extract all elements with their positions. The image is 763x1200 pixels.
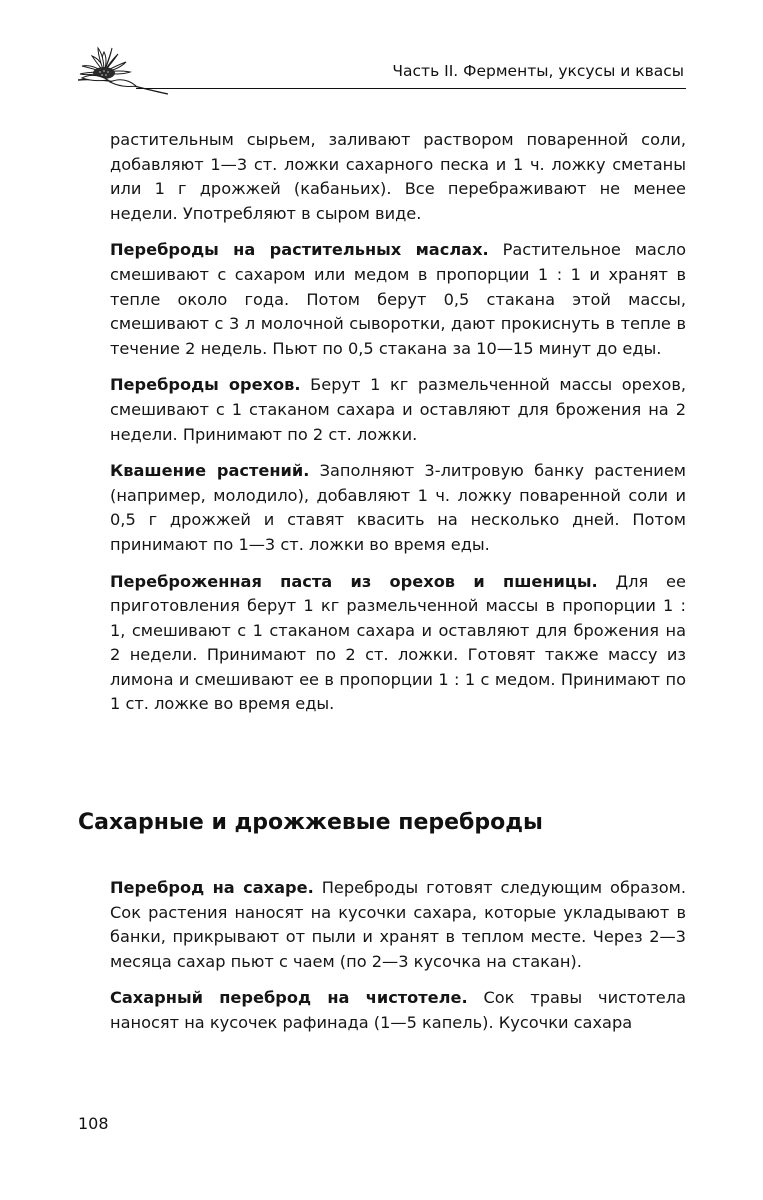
paragraph [110,128,686,226]
paragraph [110,986,686,1035]
body-text-bottom [110,876,686,1036]
paragraph-text: Растительное масло смешивают с сахаром или медом в пропорции 1 : 1 и хранят в тепле около года. Потом берут 0,5 стакана этой массы, смешивают с 3 л молочной сыворотки, дают прокиснуть в тепле в течение 2 недель. Пьют по 0,5 стакана за 10—15 минут до еды. [110,240,686,358]
paragraph [110,459,686,557]
paragraph-lead: Переброды на растительных маслах. [110,240,489,260]
header-rule [136,88,686,89]
paragraph-text: Переброды готовят следующим образом. Сок растения наносят на кусочки сахара, которые укладывают в банки, прикрывают от пыли и хранят в теплом месте. Через 2—3 месяца сахар пьют с чаем (по 2—3 кусочка на стакан). [110,878,686,971]
paragraph-text: Для ее приготовления берут 1 кг размельченной массы в пропорции 1 : 1, смешивают с 1 стаканом сахара и оставляют для брожения на 2 недели. Принимают по 2 ст. ложки. Готовят также массу из лимона и смешивают ее в пропорции 1 : 1 с медом. Принимают по 1 ст. ложке во время еды. [110,571,686,714]
sunflower-ornament-icon [74,42,170,98]
page-number: 108 [78,1114,109,1133]
paragraph-text: Сок травы чистотела наносят на кусочек рафинада (1—5 капель). Кусочки сахара [110,988,686,1032]
body-text-top [110,128,686,717]
running-header [74,42,686,98]
paragraph-text: Берут 1 кг размельченной массы орехов, смешивают с 1 стаканом сахара и оставляют для брожения на 2 недели. Принимают по 2 ст. ложки. [110,375,687,444]
paragraph [110,876,686,974]
paragraph-text: Заполняют 3-литровую банку растением (например, молодило), добавляют 1 ч. ложку поваренной соли и 0,5 г дрожжей и ставят квасить на несколько дней. Потом принимают по 1—3 ст. ложки во время еды. [110,461,686,554]
paragraph [110,373,686,447]
paragraph-lead: Переброд на сахаре. [110,878,314,897]
paragraph [110,238,686,361]
running-title: Часть II. Ферменты, уксусы и квасы [392,62,684,80]
paragraph-lead: Переброженная паста из орехов и пшеницы. [110,571,598,591]
paragraph-lead: Переброды орехов. [110,375,301,395]
section-heading: Сахарные и дрожжевые переброды [78,810,543,835]
paragraph-text: растительным сырьем, заливают раствором поваренной соли, добавляют 1—3 ст. ложки сахарного песка и 1 ч. ложку сметаны или 1 г дрожжей (кабаньих). Все перебраживают не менее недели. Употребляют в сыром виде. [110,130,686,223]
paragraph [110,570,686,718]
paragraph-lead: Сахарный переброд на чистотеле. [110,988,468,1008]
paragraph-lead: Квашение растений. [110,461,310,481]
